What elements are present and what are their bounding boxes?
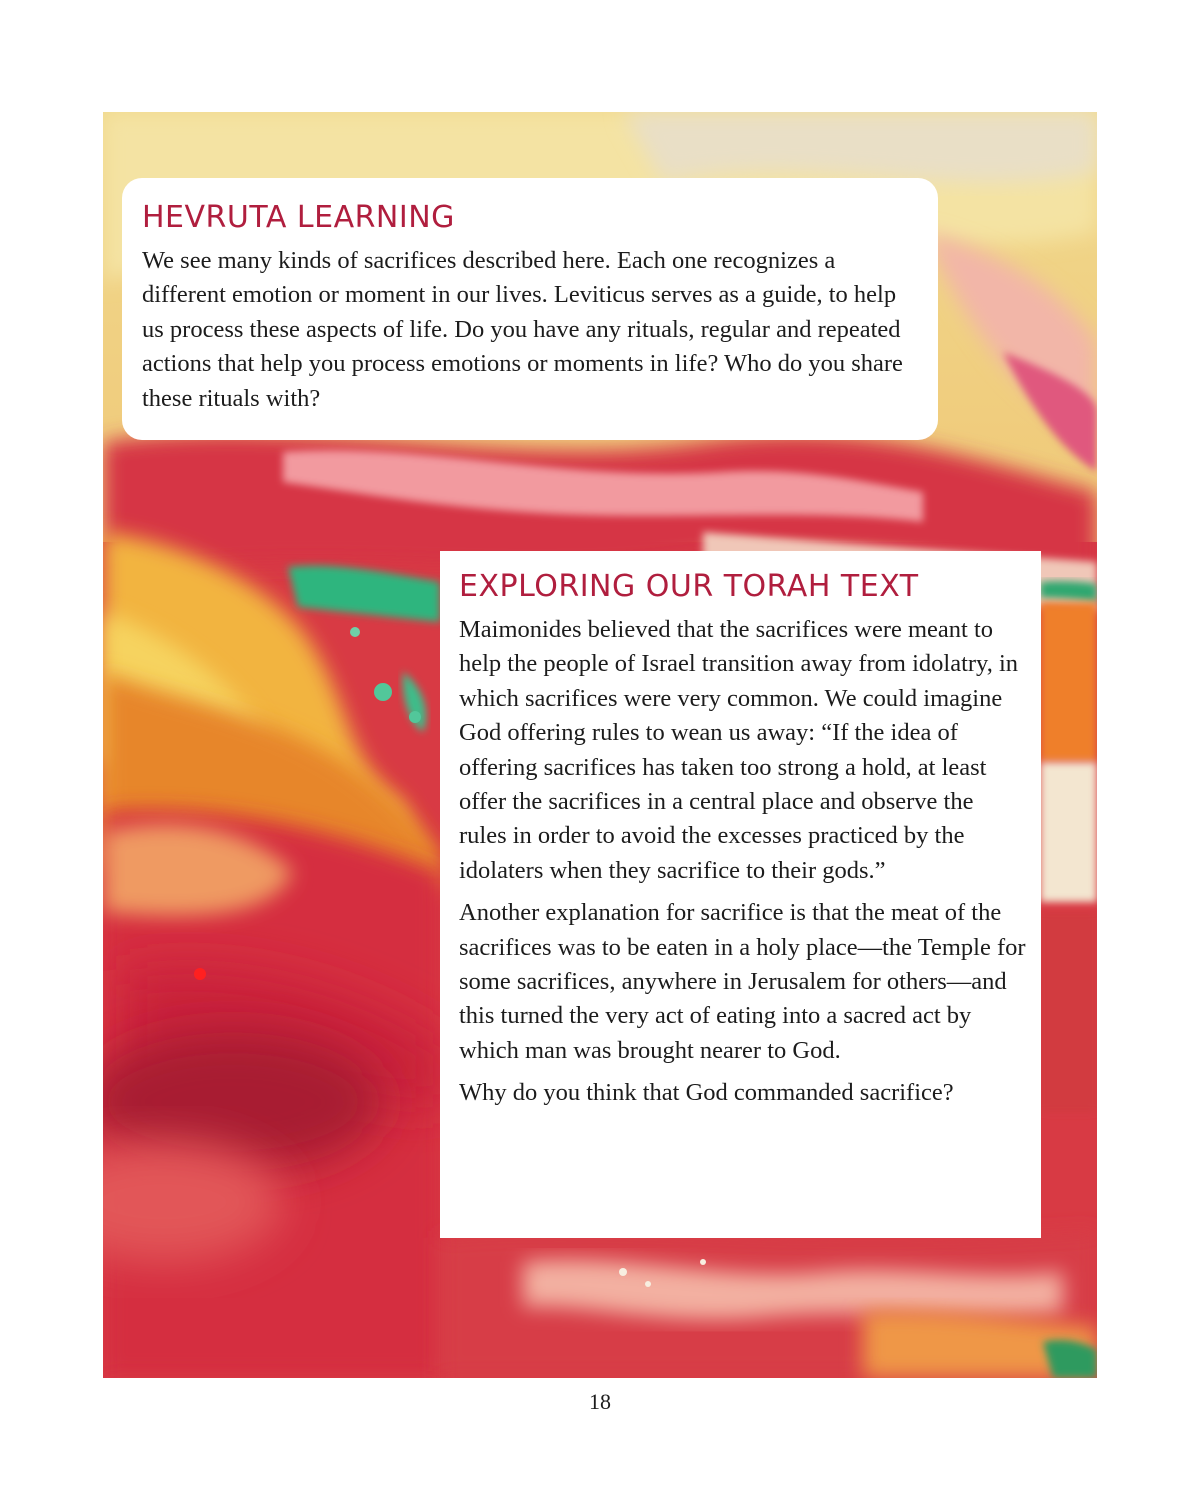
page-number: 18 bbox=[589, 1389, 611, 1414]
hevruta-learning-body: We see many kinds of sacrifices described here. Each one recognizes a different emotion or moment in our lives. Leviticus serves as a guide, to help us process these aspects of life. Do you have any rituals, regular and repeated actions that help you process emotions or moments in life? Who do you share these rituals with? bbox=[142, 247, 903, 412]
exploring-torah-title: EXPLORING OUR TORAH TEXT bbox=[459, 569, 919, 604]
hevruta-learning-box bbox=[122, 178, 938, 440]
hevruta-learning-title: HEVRUTA LEARNING bbox=[142, 200, 455, 235]
exploring-torah-box bbox=[440, 551, 1041, 1238]
exploring-paragraph-2: Another explanation for sacrifice is that the meat of the sacrifices was to be eaten in a holy place—the Temple for some sacrifices, anywhere in Jerusalem for others—and this turned the very act of eating into a sacred act by which man was brought nearer to God. bbox=[459, 899, 1026, 1064]
exploring-paragraph-3: Why do you think that God commanded sacrifice? bbox=[459, 1079, 954, 1107]
exploring-paragraph-1: Maimonides believed that the sacrifices were meant to help the people of Israel transition away from idolatry, in which sacrifices were very common. We could imagine God offering rules to wean us away: “If the idea of offering sacrifices has taken too strong a hold, at least offer the sacrifices in a central place and observe the rules in order to avoid the excesses practiced by the idolaters when they sacrifice to their gods.” bbox=[459, 616, 1019, 884]
